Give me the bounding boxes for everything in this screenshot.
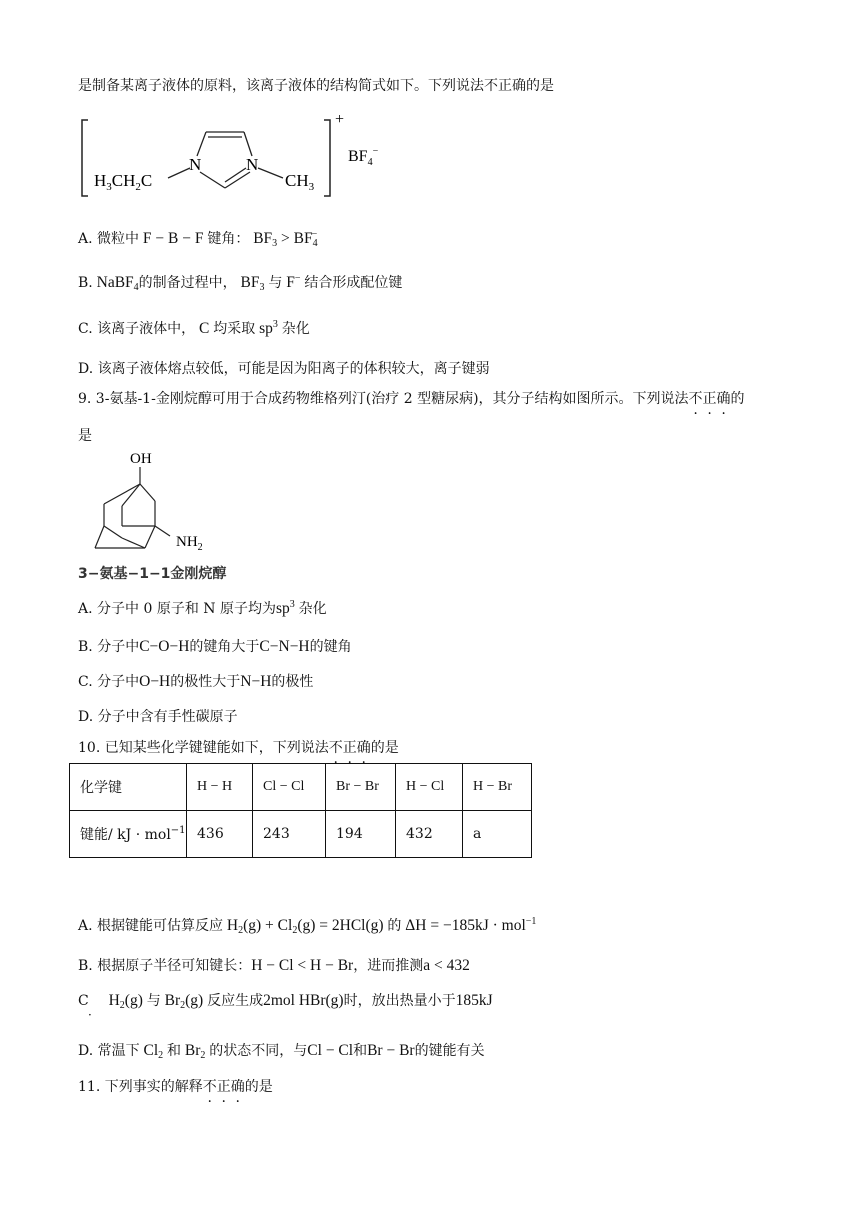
q9-option-c: C. 分子中O−H的极性大于N−H的极性: [78, 673, 314, 690]
q8-option-d: D. 该离子液体熔点较低，可能是因为阳离子的体积较大，离子键弱: [78, 361, 490, 377]
q10-option-b: B. 根据原子半径可知键长：H − Cl < H − Br，进而推测a < 432: [78, 957, 470, 974]
q9-option-a: A. 分子中 0 原子和 N 原子均为$sp^3$ 杂化: [78, 599, 327, 617]
q9-emph: 不正确: [688, 391, 731, 407]
table-header-row: 化学键 H − H Cl − Cl Br − Br H − Cl H − Br: [70, 764, 532, 811]
intro-text: 是制备某离子液体的原料，该离子液体的结构简式如下。下列说法不正确的是: [78, 78, 554, 94]
methyl-group-label: $CH_3$: [285, 171, 315, 193]
q9-option-b: B. 分子中C−O−H的键角大于C−N−H的键角: [78, 638, 352, 655]
q10-option-a: A. 根据键能可估算反应 $H_2(g) + Cl_2(g) = 2HCl(g)$ 的 ΔH = −185kJ · mol$^{-1}$: [78, 916, 537, 936]
q10-stem: 10. 已知某些化学键键能如下，下列说法不正确的是: [78, 740, 399, 756]
q9-option-d: D. 分子中含有手性碳原子: [78, 709, 238, 725]
n-right-label: N: [246, 155, 259, 174]
q9-stem-line2: 是: [78, 428, 92, 444]
molecule-caption: 3−氨基−1−1金刚烷醇: [78, 566, 227, 582]
q11-stem: 11. 下列事实的解释不正确的是: [78, 1079, 273, 1095]
anion-label: $BF_4^-$: [348, 146, 379, 168]
q9-stem-line1: 9. 3-氨基-1-金刚烷醇可用于合成药物维格列汀(治疗 2 型糖尿病)，其分子结构如图所示。下列说法不正确的: [78, 391, 745, 407]
q8-option-b: B. NaBF$_4$的制备过程中， $BF_3$ 与 F− 结合形成配位键: [78, 273, 403, 293]
q10-emph: 不正确: [328, 740, 371, 756]
nh2-label: $NH_2$: [176, 534, 203, 553]
bond-energy-table: [69, 763, 532, 858]
q8-option-c: C. 该离子液体中， C 均采取 $sp^3$ 杂化: [78, 319, 310, 337]
ethyl-group-label: $H_3CH_2C$: [94, 171, 153, 193]
q8-option-a: A. 微粒中 F − B − F 键角： $BF_3 > BF_4^-$: [78, 229, 318, 249]
ionic-liquid-structure: [78, 108, 398, 204]
q10-option-d: D. 常温下 $Cl_2$ 和 $Br_2$ 的状态不同，与Cl − Cl和Br − Br的键能有关: [78, 1042, 485, 1061]
n-left-label: N: [189, 155, 202, 174]
q10-option-c: C $H_2(g)$ 与 $Br_2(g)$ 反应生成2mol HBr(g)时，放出热量小于185kJ: [78, 992, 493, 1011]
q11-emph: 不正确: [202, 1079, 245, 1095]
table-row: 键能/ kJ · mol$^{-1}$ 436 243 194 432 a: [70, 811, 532, 858]
charge-label: +: [335, 111, 345, 128]
option-c-dot: ·: [88, 1008, 92, 1022]
oh-label: OH: [130, 451, 152, 467]
adamantane-structure: [90, 446, 220, 554]
